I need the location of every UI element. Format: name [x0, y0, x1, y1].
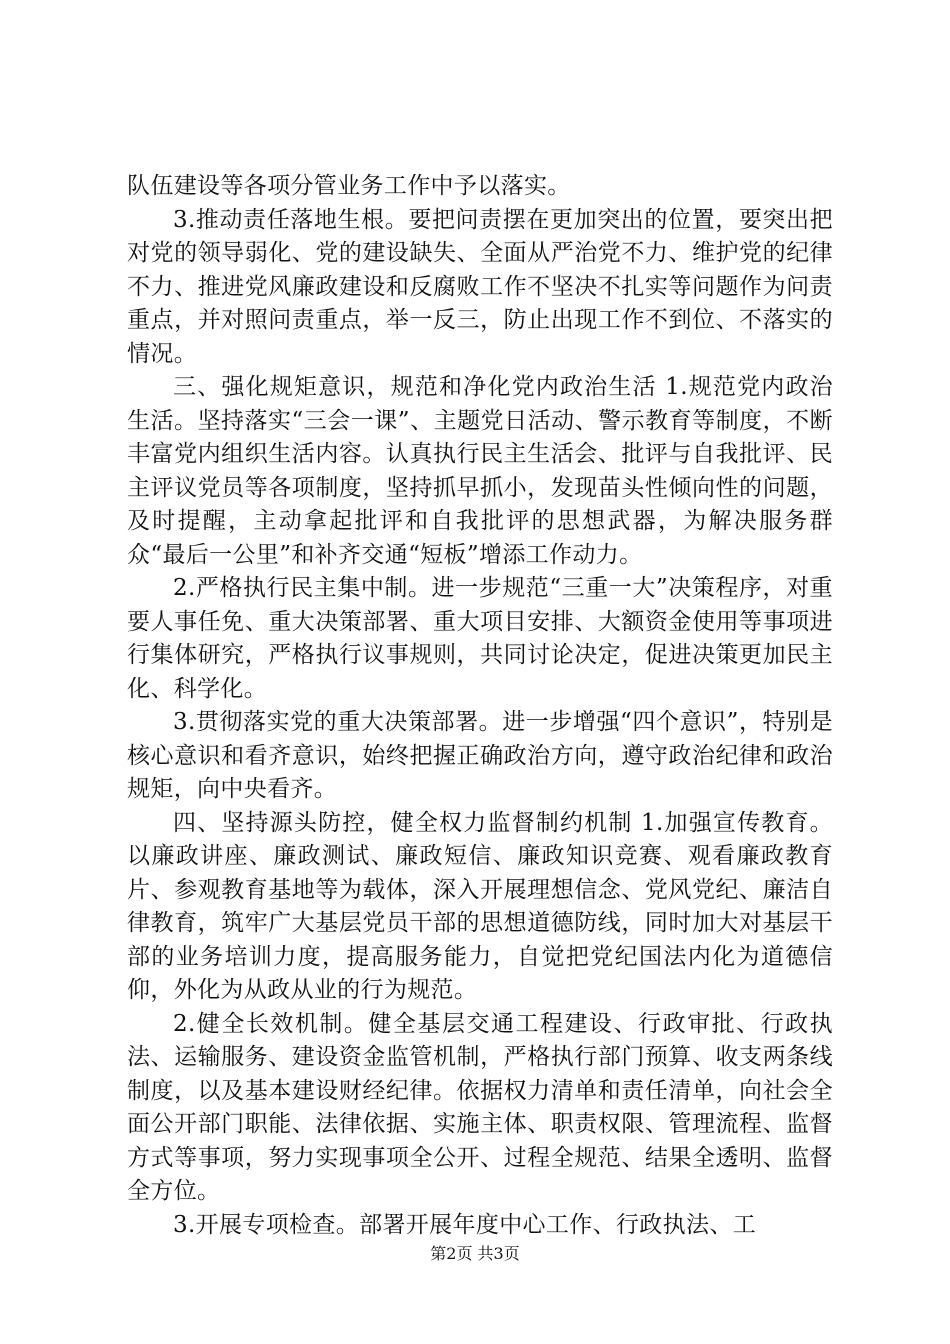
paragraph-responsibility: 3.推动责任落地生根。要把问责摆在更加突出的位置，要突出把对党的领导弱化、党的建设缺失、全面从严治党不力、维护党的纪律不力、推进党风廉政建设和反腐败工作不坚决不扎实等问题作为问责重点，并对照问责重点，举一反三，防止出现工作不到位、不落实的情况。	[127, 206, 833, 367]
paragraph-major-decisions: 3.贯彻落实党的重大决策部署。进一步增强“四个意识”，特别是核心意识和看齐意识，始终把握正确政治方向，遵守政治纪律和政治规矩，向中央看齐。	[127, 709, 833, 802]
page-number-footer: 第2页 共3页	[430, 1244, 520, 1263]
paragraph-special-inspection: 3.开展专项检查。部署开展年度中心工作、行政执法、工	[173, 1211, 757, 1238]
document-body	[127, 170, 833, 1242]
paragraph-democratic-centralism: 2.严格执行民主集中制。进一步规范“三重一大”决策程序，对重要人事任免、重大决策部署、重大项目安排、大额资金使用等事项进行集体研究，严格执行议事规则，共同讨论决定，促进决策更加民主化、科学化。	[127, 575, 833, 702]
paragraph-section-three: 三、强化规矩意识，规范和净化党内政治生活 1.规范党内政治生活。坚持落实“三会一课”、主题党日活动、警示教育等制度，不断丰富党内组织生活内容。认真执行民主生活会、批评与自我批评、民主评议党员等各项制度，坚持抓早抓小，发现苗头性倾向性的问题，及时提醒，主动拿起批评和自我批评的思想武器，为解决服务群众“最后一公里”和补齐交通“短板”增添工作动力。	[127, 374, 833, 568]
paragraph-continuation: 队伍建设等各项分管业务工作中予以落实。	[127, 173, 571, 199]
paragraph-long-term-mechanism: 2.健全长效机制。健全基层交通工程建设、行政审批、行政执法、运输服务、建设资金监管机制，严格执行部门预算、收支两条线制度，以及基本建设财经纪律。依据权力清单和责任清单，向社会全面公开部门职能、法律依据、实施主体、职责权限、管理流程、监督方式等事项，努力实现事项全公开、过程全规范、结果全透明、监督全方位。	[127, 1010, 833, 1204]
paragraph-section-four: 四、坚持源头防控，健全权力监督制约机制 1.加强宣传教育。以廉政讲座、廉政测试、廉政短信、廉政知识竞赛、观看廉政教育片、参观教育基地等为载体，深入开展理想信念、党风党纪、廉洁自律教育，筑牢广大基层党员干部的思想道德防线，同时加大对基层干部的业务培训力度，提高服务能力，自觉把党纪国法内化为道德信仰，外化为从政从业的行为规范。	[127, 809, 833, 1003]
